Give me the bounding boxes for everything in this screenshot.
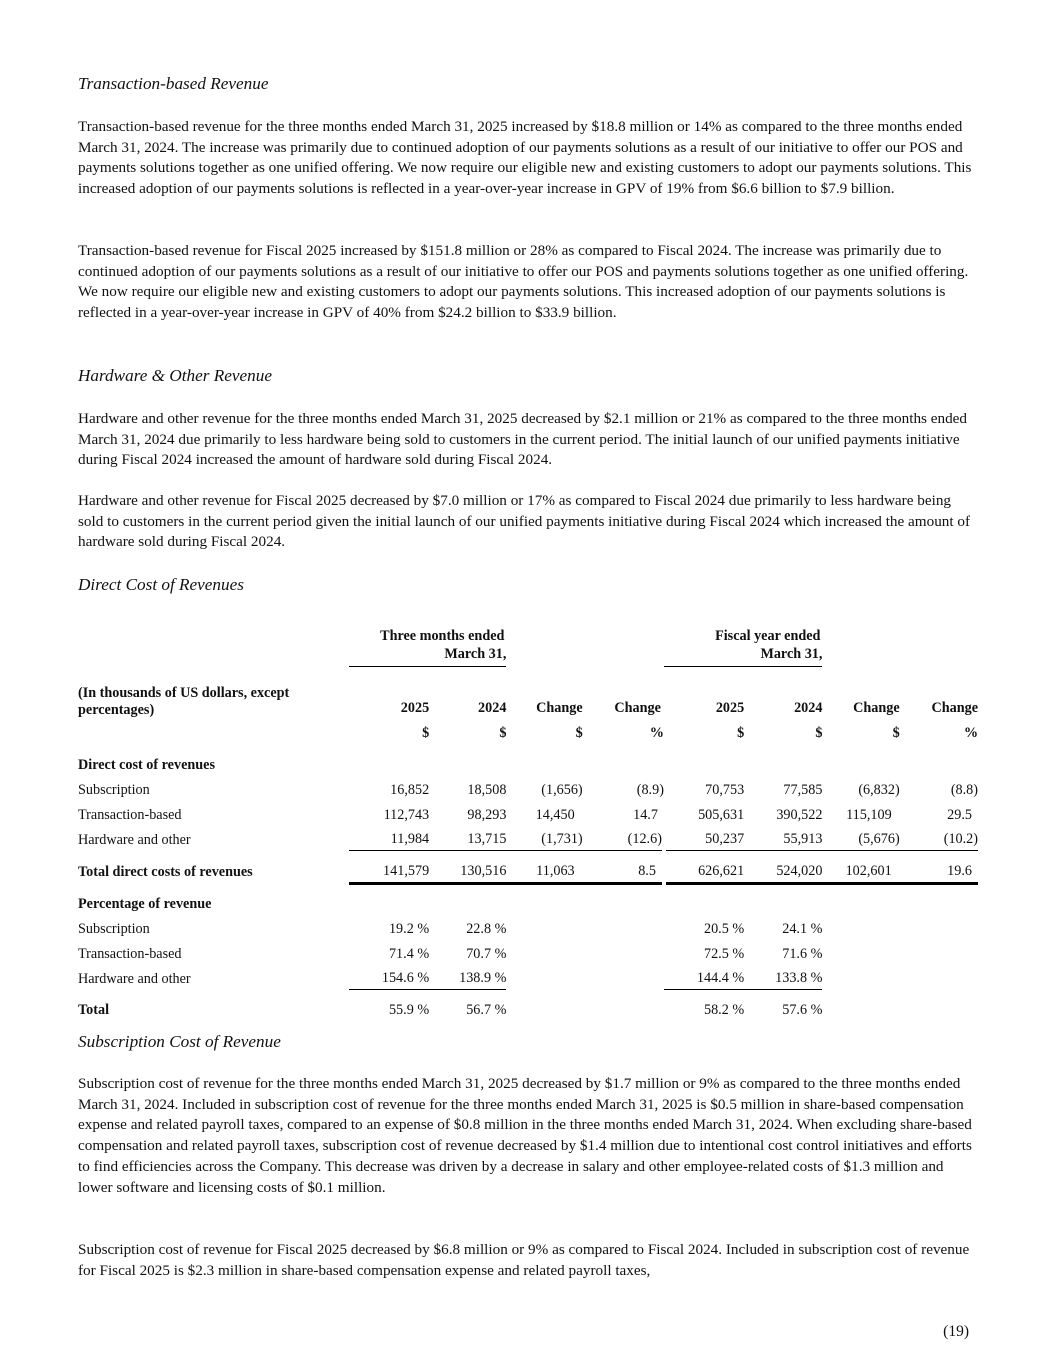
- table-column-header-row: (In thousands of US dollars, except percentages) 2025 2024 Change Change 2025 2024 Change Change: [78, 685, 978, 718]
- cell: 16,852: [390, 782, 430, 799]
- cell: 55.9 %: [388, 1001, 430, 1018]
- paragraph-subscription-cost-fiscal: Subscription cost of revenue for Fiscal 2025 decreased by $6.8 million or 9% as compared to Fiscal 2024. Included in subscription cost of revenue for Fiscal 2025 is $2.3 million in share-based compensation expense and related payroll taxes,: [78, 1241, 970, 1279]
- cell: 144.4 %: [664, 964, 744, 989]
- cell: 13,715: [429, 825, 506, 850]
- column-header: Change: [536, 700, 583, 717]
- cell: 50,237: [664, 825, 744, 850]
- unit-cell: $: [499, 724, 507, 741]
- unit-label: (In thousands of US dollars, except: [78, 685, 290, 701]
- unit-cell: %: [649, 724, 664, 741]
- unit-cell: $: [892, 724, 900, 741]
- cell: 505,631: [698, 806, 745, 823]
- cell: 115,109: [846, 806, 892, 823]
- direct-cost-table: [78, 627, 978, 1021]
- cell: (8.8): [950, 782, 978, 799]
- cell: 626,621: [664, 857, 744, 883]
- table-row: [78, 964, 978, 989]
- cell: 18,508: [467, 782, 507, 799]
- table-unit-row: [78, 719, 978, 744]
- row-label: Hardware and other: [78, 831, 191, 848]
- column-header: 2024: [794, 700, 823, 717]
- cell: 8.5: [583, 857, 664, 883]
- cell: 98,293: [467, 806, 507, 823]
- page-number: (19): [943, 1323, 969, 1340]
- row-label: Hardware and other: [78, 970, 191, 987]
- cell: (10.2): [900, 825, 978, 850]
- cell: 20.5 %: [703, 921, 745, 938]
- row-label: Transaction-based: [78, 806, 182, 823]
- column-header: Change: [853, 700, 900, 717]
- cell: (1,656): [541, 782, 583, 799]
- cell: 524,020: [744, 857, 822, 883]
- cell: 70.7 %: [466, 945, 507, 962]
- table-row: [78, 940, 978, 965]
- group-header-three-months-date: March 31,: [349, 645, 507, 667]
- cell: 22.8 %: [466, 921, 507, 938]
- cell: 70,753: [705, 782, 745, 799]
- cell: (8.9): [636, 782, 664, 799]
- unit-cell: $: [422, 724, 430, 741]
- row-label: Total direct costs of revenues: [78, 864, 253, 881]
- table-group-header-row: [78, 627, 978, 645]
- unit-cell: $: [815, 724, 823, 741]
- cell: 29.5: [947, 806, 972, 823]
- section-heading-direct-cost: Direct Cost of Revenues: [78, 575, 244, 594]
- section-heading-hardware-revenue: Hardware & Other Revenue: [78, 366, 272, 385]
- section-heading-transaction-revenue: Transaction-based Revenue: [78, 74, 269, 93]
- cell: 112,743: [383, 806, 430, 823]
- cell: 141,579: [349, 857, 429, 883]
- cell: 14,450: [535, 806, 575, 823]
- table-row: [78, 915, 978, 940]
- table-row: [78, 776, 978, 801]
- table-row: [78, 825, 978, 850]
- cell: 11,063: [506, 857, 582, 883]
- row-label: Transaction-based: [78, 945, 182, 962]
- column-header: 2025: [400, 700, 430, 717]
- cell: (5,676): [822, 825, 899, 850]
- cell: 11,984: [349, 825, 429, 850]
- cell: 390,522: [776, 806, 823, 823]
- cell: 138.9 %: [429, 964, 506, 989]
- section-heading-subscription-cost: Subscription Cost of Revenue: [78, 1032, 281, 1051]
- group-header-three-months: Three months ended: [380, 628, 505, 644]
- cell: 102,601: [822, 857, 899, 883]
- unit-cell: $: [737, 724, 745, 741]
- cell: (6,832): [858, 782, 900, 799]
- column-header: 2025: [715, 700, 745, 717]
- row-label: Total: [78, 1001, 110, 1018]
- group-header-fiscal-year: Fiscal year ended: [715, 628, 821, 644]
- cell: 58.2 %: [703, 1001, 745, 1018]
- table-section-title-row: [78, 752, 978, 777]
- section-title-direct-cost: Direct cost of revenues: [78, 757, 215, 774]
- cell: 133.8 %: [744, 964, 822, 989]
- section-title-percentage: Percentage of revenue: [78, 896, 212, 913]
- column-header: Change: [614, 700, 661, 717]
- paragraph-transaction-quarter: Transaction-based revenue for the three months ended March 31, 2025 increased by $18.8 million or 14% as compared to the three months ended March 31, 2024. The increase was primarily due to continued adoption of our payments solutions as a result of our initiative to offer our POS and payments solutions together as one unified offering. We now require our eligible new and existing customers to adopt our payments solutions. This increased adoption of our payments solutions is reflected in a year-over-year increase in GPV of 19% from $6.6 billion to $7.9 billion.: [78, 118, 972, 198]
- paragraph-hardware-quarter: Hardware and other revenue for the three months ended March 31, 2025 decreased by $2.1 million or 21% as compared to the three months ended March 31, 2024 due primarily to less hardware being sold to customers in the current period. The initial launch of our unified payments initiative during Fiscal 2024 increased the amount of hardware sold during Fiscal 2024.: [78, 410, 968, 469]
- cell: 72.5 %: [703, 945, 745, 962]
- cell: 71.4 %: [388, 945, 430, 962]
- row-label: Subscription: [78, 782, 150, 799]
- unit-cell: %: [963, 724, 978, 741]
- cell: 24.1 %: [782, 921, 823, 938]
- cell: (1,731): [506, 825, 582, 850]
- column-header: 2024: [478, 700, 507, 717]
- cell: 56.7 %: [466, 1001, 507, 1018]
- cell: 71.6 %: [782, 945, 823, 962]
- cell: 154.6 %: [349, 964, 429, 989]
- paragraph-hardware-fiscal: Hardware and other revenue for Fiscal 2025 decreased by $7.0 million or 17% as compared to Fiscal 2024 due primarily to less hardware being sold to customers in the current period given the initial launch of our unified payments initiative during Fiscal 2024 which increased the amount of hardware sold during Fiscal 2024.: [78, 492, 971, 551]
- table-row: [78, 801, 978, 826]
- group-header-fiscal-year-date: March 31,: [664, 645, 823, 667]
- cell: 55,913: [744, 825, 822, 850]
- paragraph-subscription-cost-quarter: Subscription cost of revenue for the three months ended March 31, 2025 decreased by $1.7 million or 9% as compared to the three months ended March 31, 2024. Included in subscription cost of revenue for the three months ended March 31, 2025 is $0.5 million in share-based compensation expense and related payroll taxes, compared to an expense of $0.8 million in the three months ended March 31, 2024. When excluding share-based compensation and related payroll taxes, subscription cost of revenue decreased by $1.4 million due to intentional cost control initiatives and efforts to find efficiencies across the Company. This decrease was driven by a decrease in salary and other employee-related costs of $1.3 million and lower software and licensing costs of $0.1 million.: [78, 1075, 972, 1196]
- table-total-row: [78, 857, 978, 883]
- unit-cell: $: [575, 724, 583, 741]
- cell: 19.2 %: [388, 921, 430, 938]
- paragraph-transaction-fiscal: Transaction-based revenue for Fiscal 2025 increased by $151.8 million or 28% as compared to Fiscal 2024. The increase was primarily due to continued adoption of our payments solutions as a result of our initiative to offer our POS and payments solutions together as one unified offering. We now require our eligible new and existing customers to adopt our payments solutions. This increased adoption of our payments solutions is reflected in a year-over-year increase in GPV of 40% from $24.2 billion to $33.9 billion.: [78, 242, 969, 322]
- cell: 14.7: [633, 806, 658, 823]
- table-total-row: [78, 996, 978, 1021]
- cell: (12.6): [583, 825, 664, 850]
- cell: 19.6: [900, 857, 978, 883]
- cell: 77,585: [783, 782, 823, 799]
- table-section-title-row: [78, 891, 978, 916]
- cell: 130,516: [429, 857, 506, 883]
- column-header: Change: [931, 700, 978, 717]
- row-label: Subscription: [78, 921, 150, 938]
- cell: 57.6 %: [782, 1001, 823, 1018]
